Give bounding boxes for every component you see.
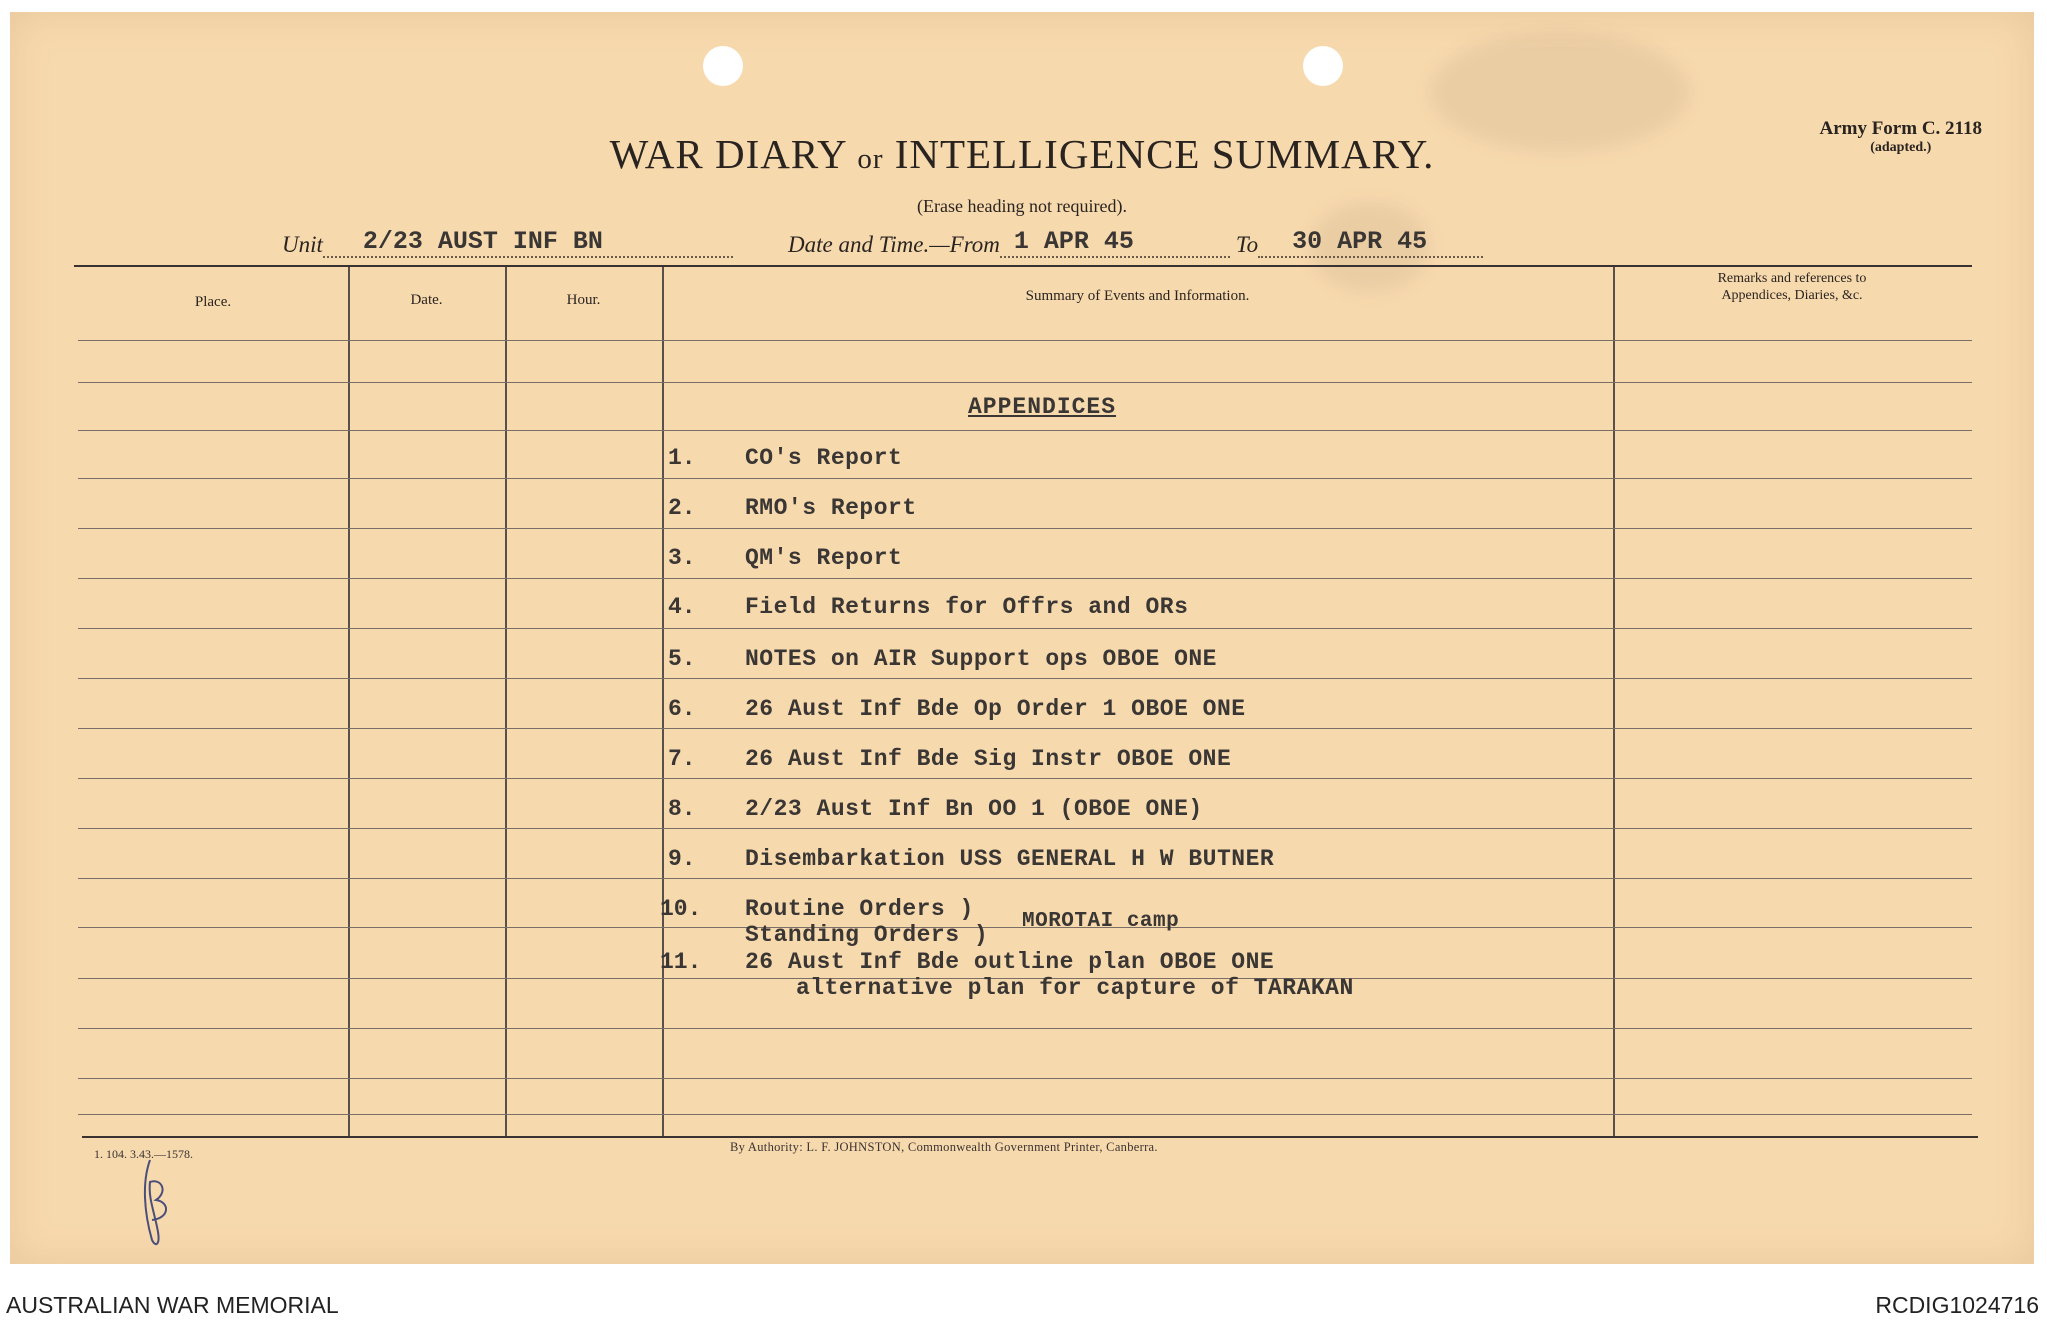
appendix-number: 4. [668,594,696,620]
row-rule [78,728,1972,729]
unit-value: 2/23 AUST INF BN [362,227,603,256]
column-heading-date: Date. [410,292,443,308]
row-rule [78,382,1972,383]
row-rule [78,430,1972,431]
row-rule [78,340,1972,341]
column-divider [1613,267,1615,1136]
appendix-number: 10. [660,896,702,922]
form-title: WAR DIARY or INTELLIGENCE SUMMARY. [609,131,1435,177]
appendix-number: 9. [668,846,696,872]
appendix-item: 26 Aust Inf Bde outline plan OBOE ONE [745,949,1275,975]
appendix-item-continuation: alternative plan for capture of TARAKAN [796,975,1354,1001]
appendix-item: Disembarkation USS GENERAL H W BUTNER [745,846,1275,872]
column-heading-place: Place. [194,294,232,310]
row-rule [78,778,1972,779]
print-code: 1. 104. 3.43.—1578. [94,1147,193,1161]
row-rule [78,578,1972,579]
appendix-item: CO's Report [745,445,903,471]
from-value: 1 APR 45 [1013,227,1134,256]
to-value: 30 APR 45 [1292,227,1428,256]
appendices-heading: APPENDICES [968,394,1117,420]
appendix-number: 7. [668,746,696,772]
column-heading-remarks: Remarks and references to Appendices, Diaries, &c. [1717,271,1867,303]
appendix-item: NOTES on AIR Support ops OBOE ONE [745,646,1217,672]
appendix-number: 3. [668,545,696,571]
row-rule [78,478,1972,479]
row-rule [78,1114,1972,1115]
appendix-item: QM's Report [745,545,903,571]
table-top-rule [74,265,1972,267]
appendix-item: 26 Aust Inf Bde Op Order 1 OBOE ONE [745,696,1246,722]
appendix-number: 2. [668,495,696,521]
table-bottom-rule [82,1136,1978,1138]
appendix-number: 5. [668,646,696,672]
appendix-item: 26 Aust Inf Bde Sig Instr OBOE ONE [745,746,1232,772]
printer-authority: By Authority: L. F. JOHNSTON, Commonwealth Government Printer, Canberra. [730,1140,1158,1154]
row-rule [78,878,1972,879]
appendix-item-aside: MOROTAI camp [1022,910,1180,933]
punch-hole [1303,46,1343,86]
form-number: Army Form C. 2118 (adapted.) [1819,118,1982,155]
row-rule [78,678,1972,679]
row-rule [78,1078,1972,1079]
appendix-item: 2/23 Aust Inf Bn OO 1 (OBOE ONE) [745,796,1203,822]
appendix-number: 6. [668,696,696,722]
column-divider [505,267,507,1136]
column-heading-hour: Hour. [566,292,601,308]
appendix-number: 11. [660,949,702,975]
column-divider [662,267,664,1136]
row-rule [78,828,1972,829]
appendix-number: 1. [668,445,696,471]
appendix-item: Routine Orders ) [745,896,974,922]
caption-id: RCDIG1024716 [1875,1292,2039,1318]
unit-field: Unit 2/23 AUST INF BN [282,230,733,258]
handwritten-initial [122,1152,182,1252]
punch-hole [703,46,743,86]
appendix-item: RMO's Report [745,495,917,521]
date-field: Date and Time.—From 1 APR 45 To 30 APR 45 [788,230,1483,258]
row-rule [78,528,1972,529]
column-heading-summary: Summary of Events and Information. [1025,288,1250,304]
appendix-item-continuation: Standing Orders ) [745,922,989,948]
form-subtitle: (Erase heading not required). [917,196,1127,216]
appendix-item: Field Returns for Offrs and ORs [745,594,1189,620]
row-rule [78,628,1972,629]
caption-source: AUSTRALIAN WAR MEMORIAL [6,1292,339,1318]
war-diary-sheet [10,12,2034,1264]
appendix-number: 8. [668,796,696,822]
row-rule [78,1028,1972,1029]
column-divider [348,267,350,1136]
